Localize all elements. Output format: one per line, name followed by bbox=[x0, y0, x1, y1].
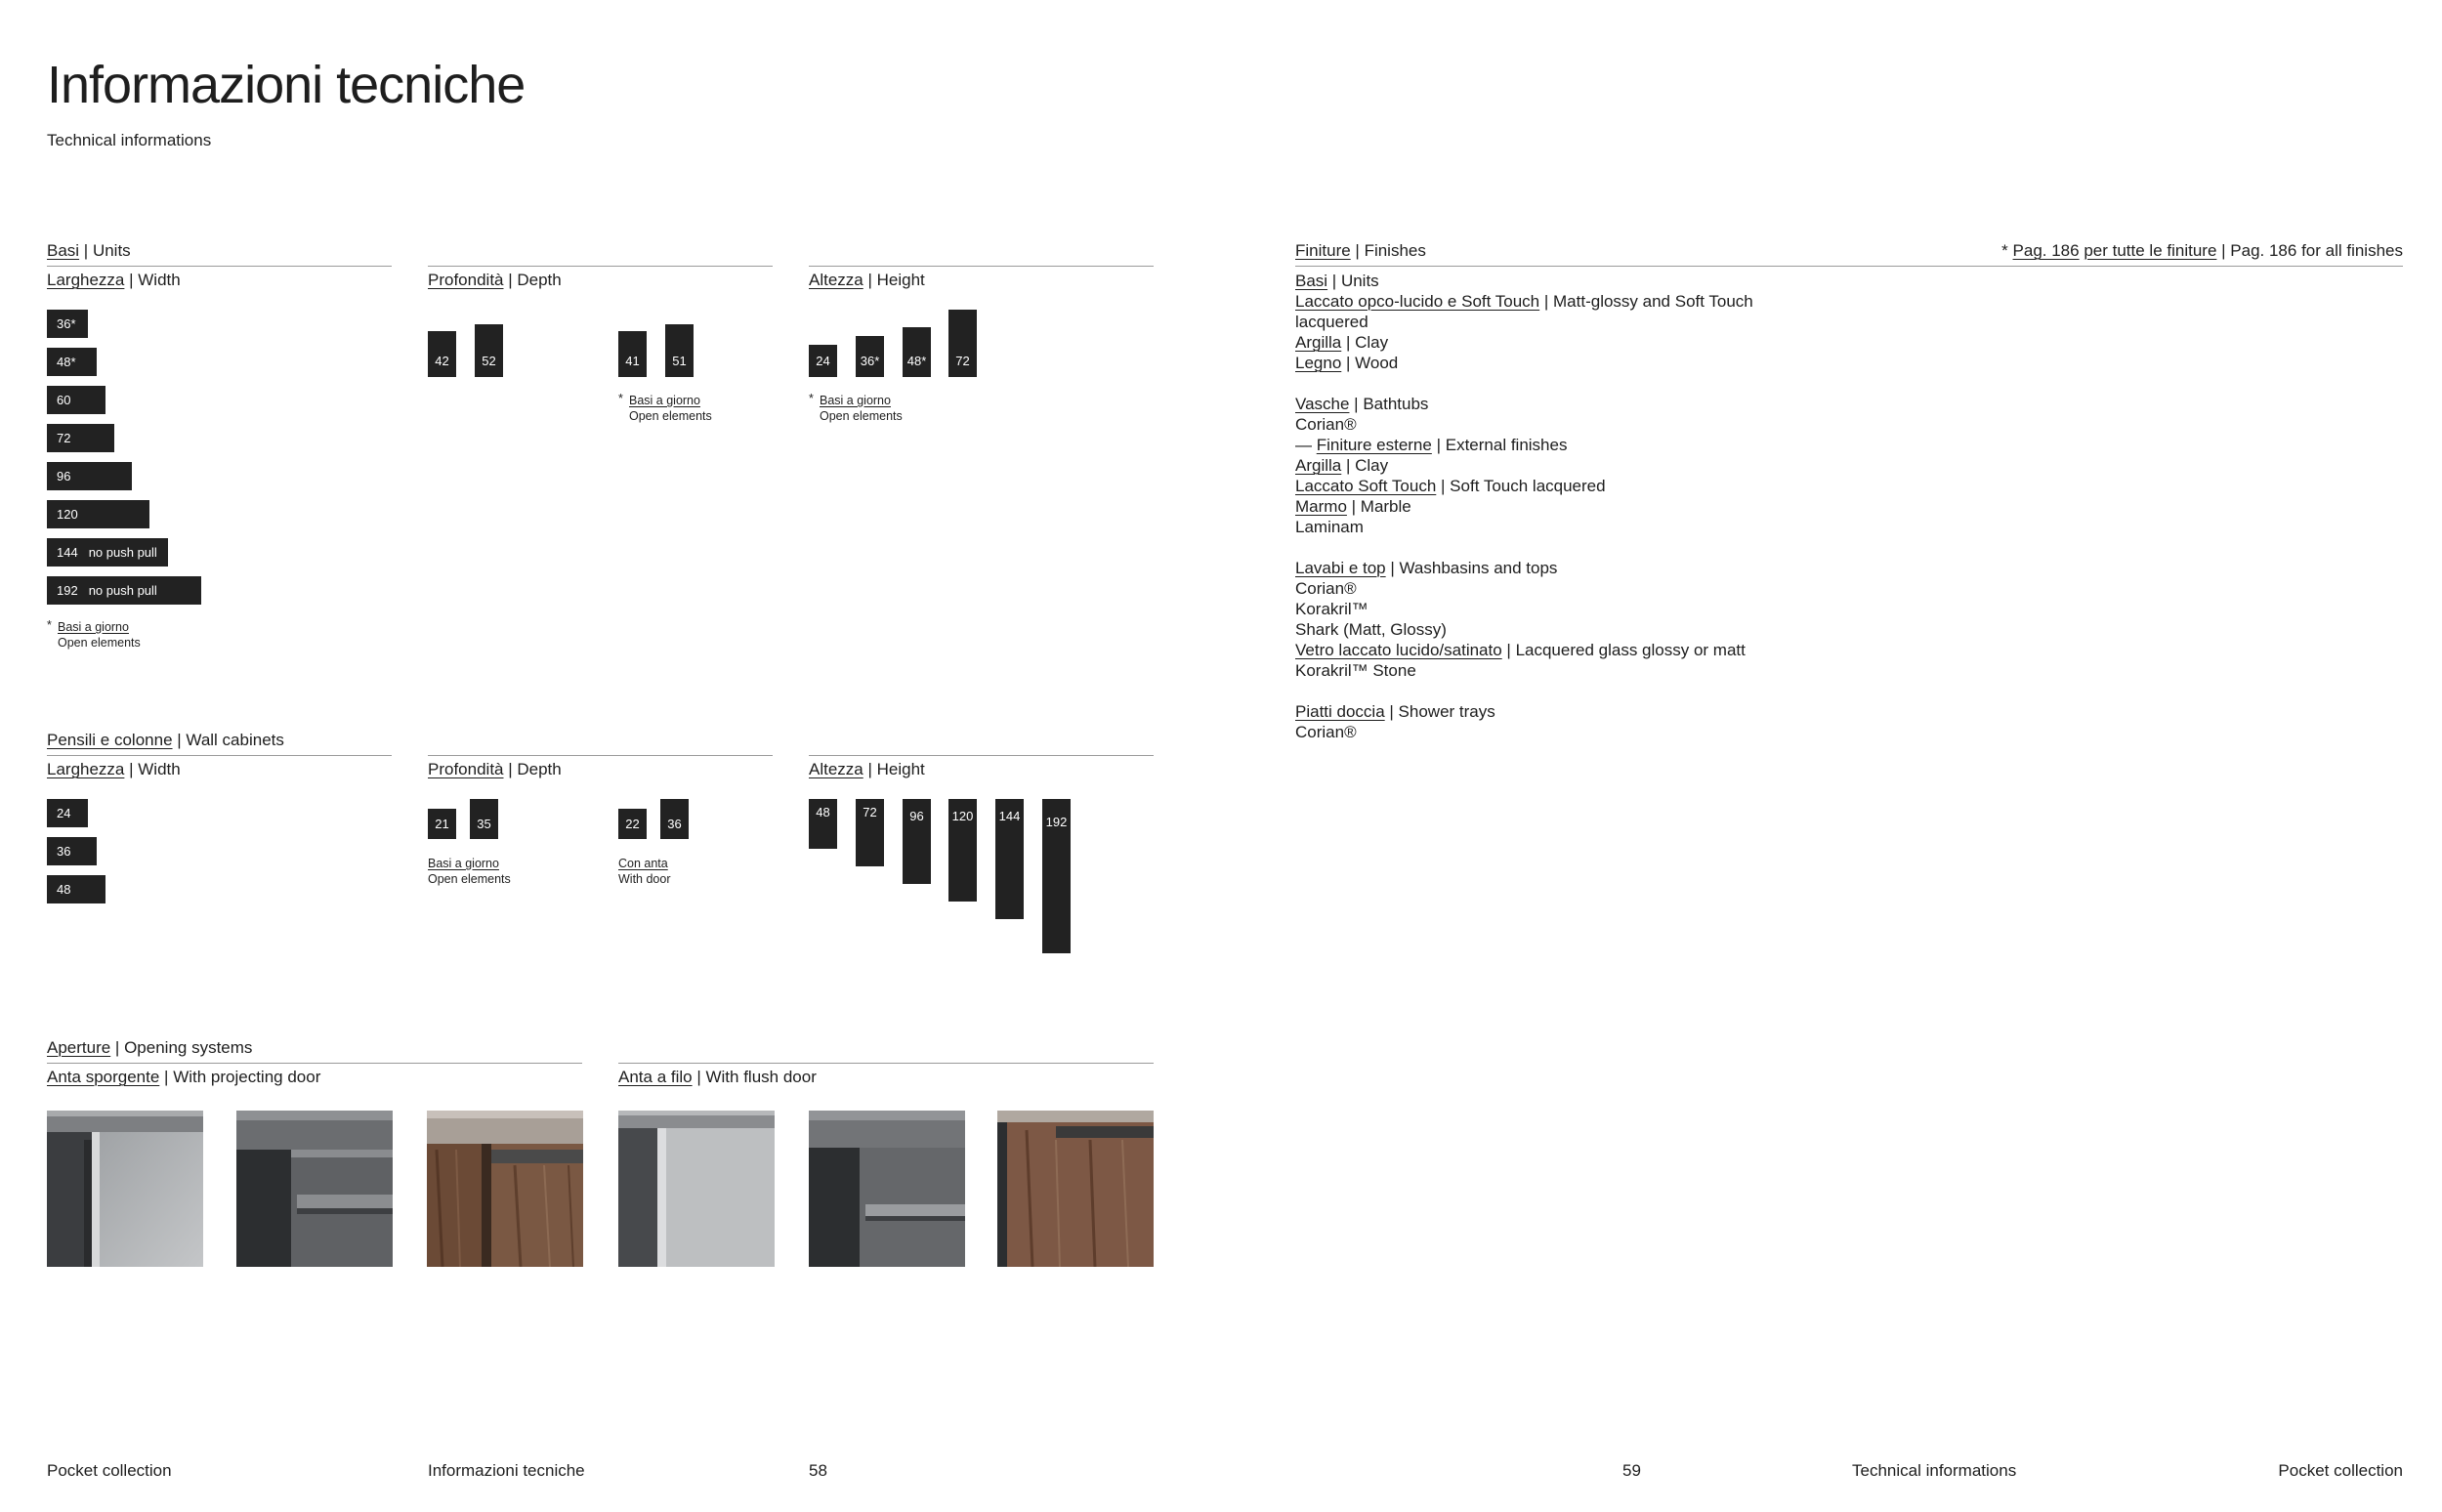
units-depth-heading: Profondità | Depth bbox=[428, 271, 562, 289]
wall-width-bar: 48 bbox=[47, 875, 105, 903]
units-depth-rule bbox=[428, 266, 773, 267]
wall-height-heading: Altezza | Height bbox=[809, 760, 925, 778]
units-width-bar: 144 no push pull bbox=[47, 538, 168, 567]
projecting-door-dark-photo bbox=[236, 1111, 393, 1267]
wall-depth-heading: Profondità | Depth bbox=[428, 760, 562, 778]
units-height-bar: 72 bbox=[948, 310, 977, 377]
units-width-bar: 72 bbox=[47, 424, 114, 452]
footer-right-brand: Pocket collection bbox=[2278, 1461, 2403, 1480]
footer-left-page-number: 58 bbox=[809, 1461, 827, 1480]
footer-right-page-number: 59 bbox=[1622, 1461, 1641, 1480]
footer-right-title: Technical informations bbox=[1852, 1461, 2017, 1480]
opening-flush-rule bbox=[618, 1063, 1154, 1064]
units-depth-footnote: * Basi a giorno Open elements bbox=[618, 392, 712, 423]
units-width-bar: 120 bbox=[47, 500, 149, 528]
units-height-bar: 24 bbox=[809, 345, 837, 377]
units-width-bar: 48* bbox=[47, 348, 97, 376]
wall-depth-bar: 35 bbox=[470, 799, 498, 839]
finishes-rule bbox=[1295, 266, 2403, 267]
wall-depth-bar: 22 bbox=[618, 809, 647, 839]
finishes-washbasins-group: Lavabi e top | Washbasins and tops Corian® Korakril™ Shark (Matt, Glossy) Vetro laccato lucido/satinato | Lacquered glass glossy or matt Korakril™ Stone bbox=[1295, 559, 1746, 680]
finishes-list bbox=[1295, 271, 2403, 763]
wall-height-bar: 144 bbox=[995, 799, 1024, 919]
wall-height-bar: 192 bbox=[1042, 799, 1071, 953]
flush-door-wood-photo bbox=[997, 1111, 1154, 1267]
opening-rule bbox=[47, 1063, 582, 1064]
finishes-section-title: Finiture | Finishes bbox=[1295, 241, 1426, 260]
flush-door-grey-photo bbox=[618, 1111, 775, 1267]
finishes-units-group: Basi | Units Laccato opco-lucido e Soft Touch | Matt-glossy and Soft Touch lacquered Argilla | Clay Legno | Wood bbox=[1295, 272, 1753, 372]
finishes-shower-group: Piatti doccia | Shower trays Corian® bbox=[1295, 702, 1495, 741]
wall-depth-rule bbox=[428, 755, 773, 756]
units-width-heading: Larghezza | Width bbox=[47, 271, 181, 289]
units-height-heading: Altezza | Height bbox=[809, 271, 925, 289]
wall-height-bar: 96 bbox=[903, 799, 931, 884]
wall-depth-bar: 21 bbox=[428, 809, 456, 839]
page-subtitle: Technical informations bbox=[47, 131, 212, 149]
units-depth-bar: 41 bbox=[618, 331, 647, 377]
units-section-title: Basi | Units bbox=[47, 241, 131, 260]
wall-height-bar: 72 bbox=[856, 799, 884, 866]
projecting-door-heading: Anta sporgente | With projecting door bbox=[47, 1068, 321, 1086]
wall-depth-note-door: Con anta With door bbox=[618, 857, 671, 886]
finishes-page-reference: * Pag. 186 per tutte le finiture | Pag. 186 for all finishes bbox=[2001, 241, 2403, 260]
units-height-bar: 48* bbox=[903, 327, 931, 377]
units-depth-bar: 51 bbox=[665, 324, 694, 377]
footer-left-brand: Pocket collection bbox=[47, 1461, 172, 1480]
wall-width-bar: 24 bbox=[47, 799, 88, 827]
wall-depth-bar: 36 bbox=[660, 799, 689, 839]
units-height-bar: 36* bbox=[856, 336, 884, 377]
wall-rule bbox=[47, 755, 392, 756]
units-rule bbox=[47, 266, 392, 267]
projecting-door-grey-photo bbox=[47, 1111, 203, 1267]
wall-height-bar: 48 bbox=[809, 799, 837, 849]
wall-height-bar: 120 bbox=[948, 799, 977, 902]
wall-width-heading: Larghezza | Width bbox=[47, 760, 181, 778]
units-width-bar: 36* bbox=[47, 310, 88, 338]
units-depth-bar: 52 bbox=[475, 324, 503, 377]
units-height-rule bbox=[809, 266, 1154, 267]
wall-height-rule bbox=[809, 755, 1154, 756]
flush-door-heading: Anta a filo | With flush door bbox=[618, 1068, 817, 1086]
units-width-bar: 192 no push pull bbox=[47, 576, 201, 605]
wall-section-title: Pensili e colonne | Wall cabinets bbox=[47, 731, 284, 749]
units-width-bar: 96 bbox=[47, 462, 132, 490]
footer-left-title: Informazioni tecniche bbox=[428, 1461, 585, 1480]
finishes-bathtubs-group: Vasche | Bathtubs Corian® — Finiture esterne | External finishes Argilla | Clay Laccato Soft Touch | Soft Touch lacquered Marmo | Marble Laminam bbox=[1295, 395, 1606, 536]
wall-width-bar: 36 bbox=[47, 837, 97, 865]
page-title: Informazioni tecniche bbox=[47, 56, 526, 114]
wall-depth-note-open: Basi a giorno Open elements bbox=[428, 857, 511, 886]
opening-section-title: Aperture | Opening systems bbox=[47, 1038, 253, 1057]
flush-door-dark-photo bbox=[809, 1111, 965, 1267]
units-depth-bar: 42 bbox=[428, 331, 456, 377]
units-width-footnote: * Basi a giorno Open elements bbox=[47, 618, 141, 650]
units-width-bar: 60 bbox=[47, 386, 105, 414]
projecting-door-wood-photo bbox=[427, 1111, 583, 1267]
units-height-footnote: * Basi a giorno Open elements bbox=[809, 392, 903, 423]
